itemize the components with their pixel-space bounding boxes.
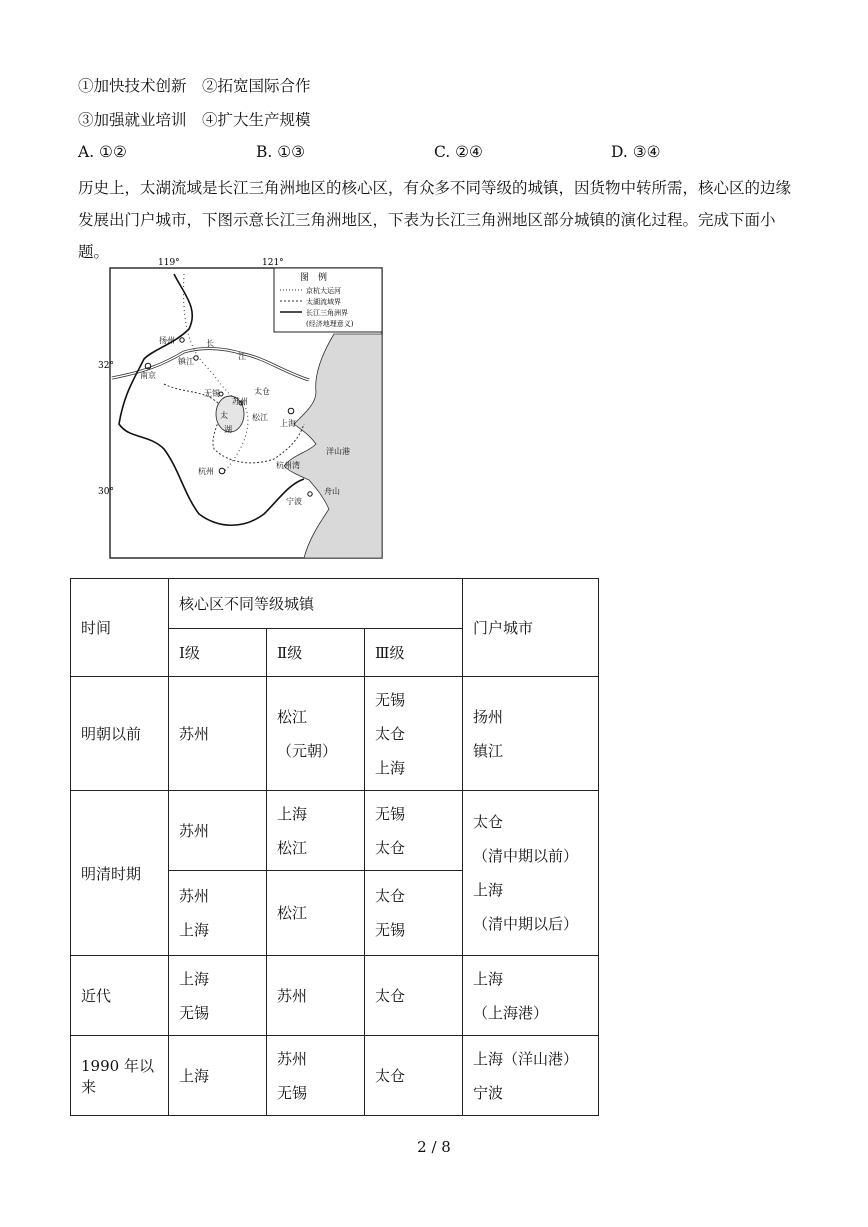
cell-line: 上海: [277, 804, 308, 823]
place-wuxi: 无锡: [204, 389, 220, 398]
cell-level-1: [169, 871, 267, 956]
place-shanghai: 上海: [280, 419, 296, 428]
place-hangzhou-bay: 杭州湾: [276, 461, 300, 470]
cell-line: 苏州: [277, 986, 308, 1005]
legend-taihu-boundary: 太湖流域界: [306, 298, 341, 306]
cell-line: （清中期以前）: [473, 847, 579, 865]
header-time: 时间: [71, 579, 169, 677]
cell-line: 上海: [473, 969, 504, 988]
choice-b: B. ①③: [256, 143, 306, 161]
place-hu: 湖: [224, 425, 232, 434]
cell-line: 无锡: [375, 921, 406, 939]
place-zhoushan: 舟山: [324, 487, 340, 496]
cell-line: 松江: [277, 904, 308, 922]
cell-line: 上海: [179, 969, 210, 988]
cell-line: 上海（洋山港）: [473, 1049, 579, 1068]
cell-line: 上海: [473, 881, 504, 899]
cell-level-3: [365, 1036, 463, 1116]
cell-level-2: [267, 871, 365, 956]
cell-gate: [463, 1036, 599, 1116]
place-hangzhou: 杭州: [198, 467, 214, 476]
header-level-2: Ⅱ级: [267, 629, 365, 677]
cell-line: 太仓: [375, 986, 406, 1005]
town-evolution-table: [70, 578, 599, 1116]
cell-level-3: [365, 677, 463, 791]
cell-level-2: [267, 1036, 365, 1116]
options-line-1: ①加快技术创新 ②拓宽国际合作: [78, 77, 311, 95]
cell-line: 苏州: [179, 821, 210, 840]
legend-canal: 京杭大运河: [306, 287, 341, 295]
table-row: [71, 677, 599, 791]
table-row: [71, 956, 599, 1036]
place-chang: 长: [206, 339, 214, 348]
cell-level-1: [169, 791, 267, 871]
cell-line: 宁波: [473, 1083, 504, 1102]
place-jiang: 江: [238, 352, 246, 361]
cell-line: 太仓: [375, 724, 406, 743]
cell-line: 上海: [179, 921, 210, 939]
cell-level-1: [169, 1036, 267, 1116]
lon-label-119: 119°: [158, 258, 180, 268]
place-ningbo: 宁波: [286, 497, 302, 506]
cell-line: （上海港）: [473, 1003, 549, 1022]
place-songjiang: 松江: [252, 413, 268, 422]
cell-line: 无锡: [179, 1003, 210, 1022]
header-core: 核心区不同等级城镇: [169, 579, 463, 629]
table-row: [71, 1036, 599, 1116]
cell-gate: [463, 791, 599, 956]
choice-a: A. ①②: [78, 143, 127, 161]
choice-c: C. ②④: [434, 143, 483, 161]
cell-line: 苏州: [179, 887, 210, 905]
place-yangshan: 洋山港: [326, 447, 350, 456]
cell-level-3: [365, 956, 463, 1036]
cell-level-1: [169, 956, 267, 1036]
page-number: 2 / 8: [417, 1138, 451, 1156]
row-time: 近代: [71, 956, 169, 1036]
cell-line: （清中期以后）: [473, 915, 579, 933]
cell-level-3: [365, 791, 463, 871]
lat-label-30: 30°: [98, 487, 114, 497]
cell-level-3: [365, 871, 463, 956]
cell-line: 太仓: [375, 1066, 406, 1085]
cell-line: （元朝）: [277, 741, 338, 760]
place-taicang: 太仓: [254, 387, 270, 396]
cell-line: 无锡: [375, 804, 406, 823]
cell-level-2: [267, 791, 365, 871]
header-gate: 门户城市: [463, 579, 599, 677]
place-nanjing: 南京: [140, 371, 156, 380]
place-yangzhou: 扬州: [159, 336, 175, 345]
cell-gate: [463, 956, 599, 1036]
cell-line: 上海: [179, 1066, 210, 1085]
legend-delta-boundary: 长江三角洲界: [306, 309, 348, 317]
cell-line: 无锡: [375, 690, 406, 709]
cell-line: 太仓: [375, 887, 406, 905]
header-level-3: Ⅲ级: [365, 629, 463, 677]
cell-gate: [463, 677, 599, 791]
cell-level-2: [267, 956, 365, 1036]
cell-level-2: [267, 677, 365, 791]
legend-delta-note: (经济地理意义): [306, 320, 354, 328]
place-zhenjiang: 镇江: [178, 357, 194, 366]
place-suzhou: 苏州: [232, 397, 248, 406]
cell-line: 苏州: [179, 724, 210, 743]
table-row: [71, 791, 599, 871]
row-time: 1990 年以来: [71, 1036, 169, 1116]
cell-line: 苏州: [277, 1049, 308, 1068]
options-line-2: ③加强就业培训 ④扩大生产规模: [78, 111, 311, 129]
lat-label-32: 32°: [98, 361, 114, 371]
choice-d: D. ③④: [611, 143, 661, 161]
cell-line: 太仓: [375, 838, 406, 857]
cell-line: 无锡: [277, 1083, 308, 1102]
cell-line: 太仓: [473, 813, 504, 831]
yangtze-delta-map: [98, 254, 386, 560]
cell-line: 松江: [277, 707, 308, 726]
passage: 历史上，太湖流域是长江三角洲地区的核心区，有众多不同等级的城镇，因货物中转所需，核心区的边缘发展出门户城市，下图示意长江三角洲地区，下表为长江三角洲地区部分城镇的演化过程。完成下面小题。: [78, 179, 792, 261]
legend-title: 图 例: [300, 273, 328, 283]
row-time: 明清时期: [71, 791, 169, 956]
cell-line: 镇江: [473, 741, 504, 760]
place-tai: 太: [220, 411, 228, 420]
cell-line: 扬州: [473, 707, 504, 726]
row-time: 明朝以前: [71, 677, 169, 791]
header-level-1: Ⅰ级: [169, 629, 267, 677]
lon-label-121: 121°: [262, 258, 284, 268]
cell-level-1: [169, 677, 267, 791]
cell-line: 上海: [375, 758, 406, 777]
cell-line: 松江: [277, 838, 308, 857]
